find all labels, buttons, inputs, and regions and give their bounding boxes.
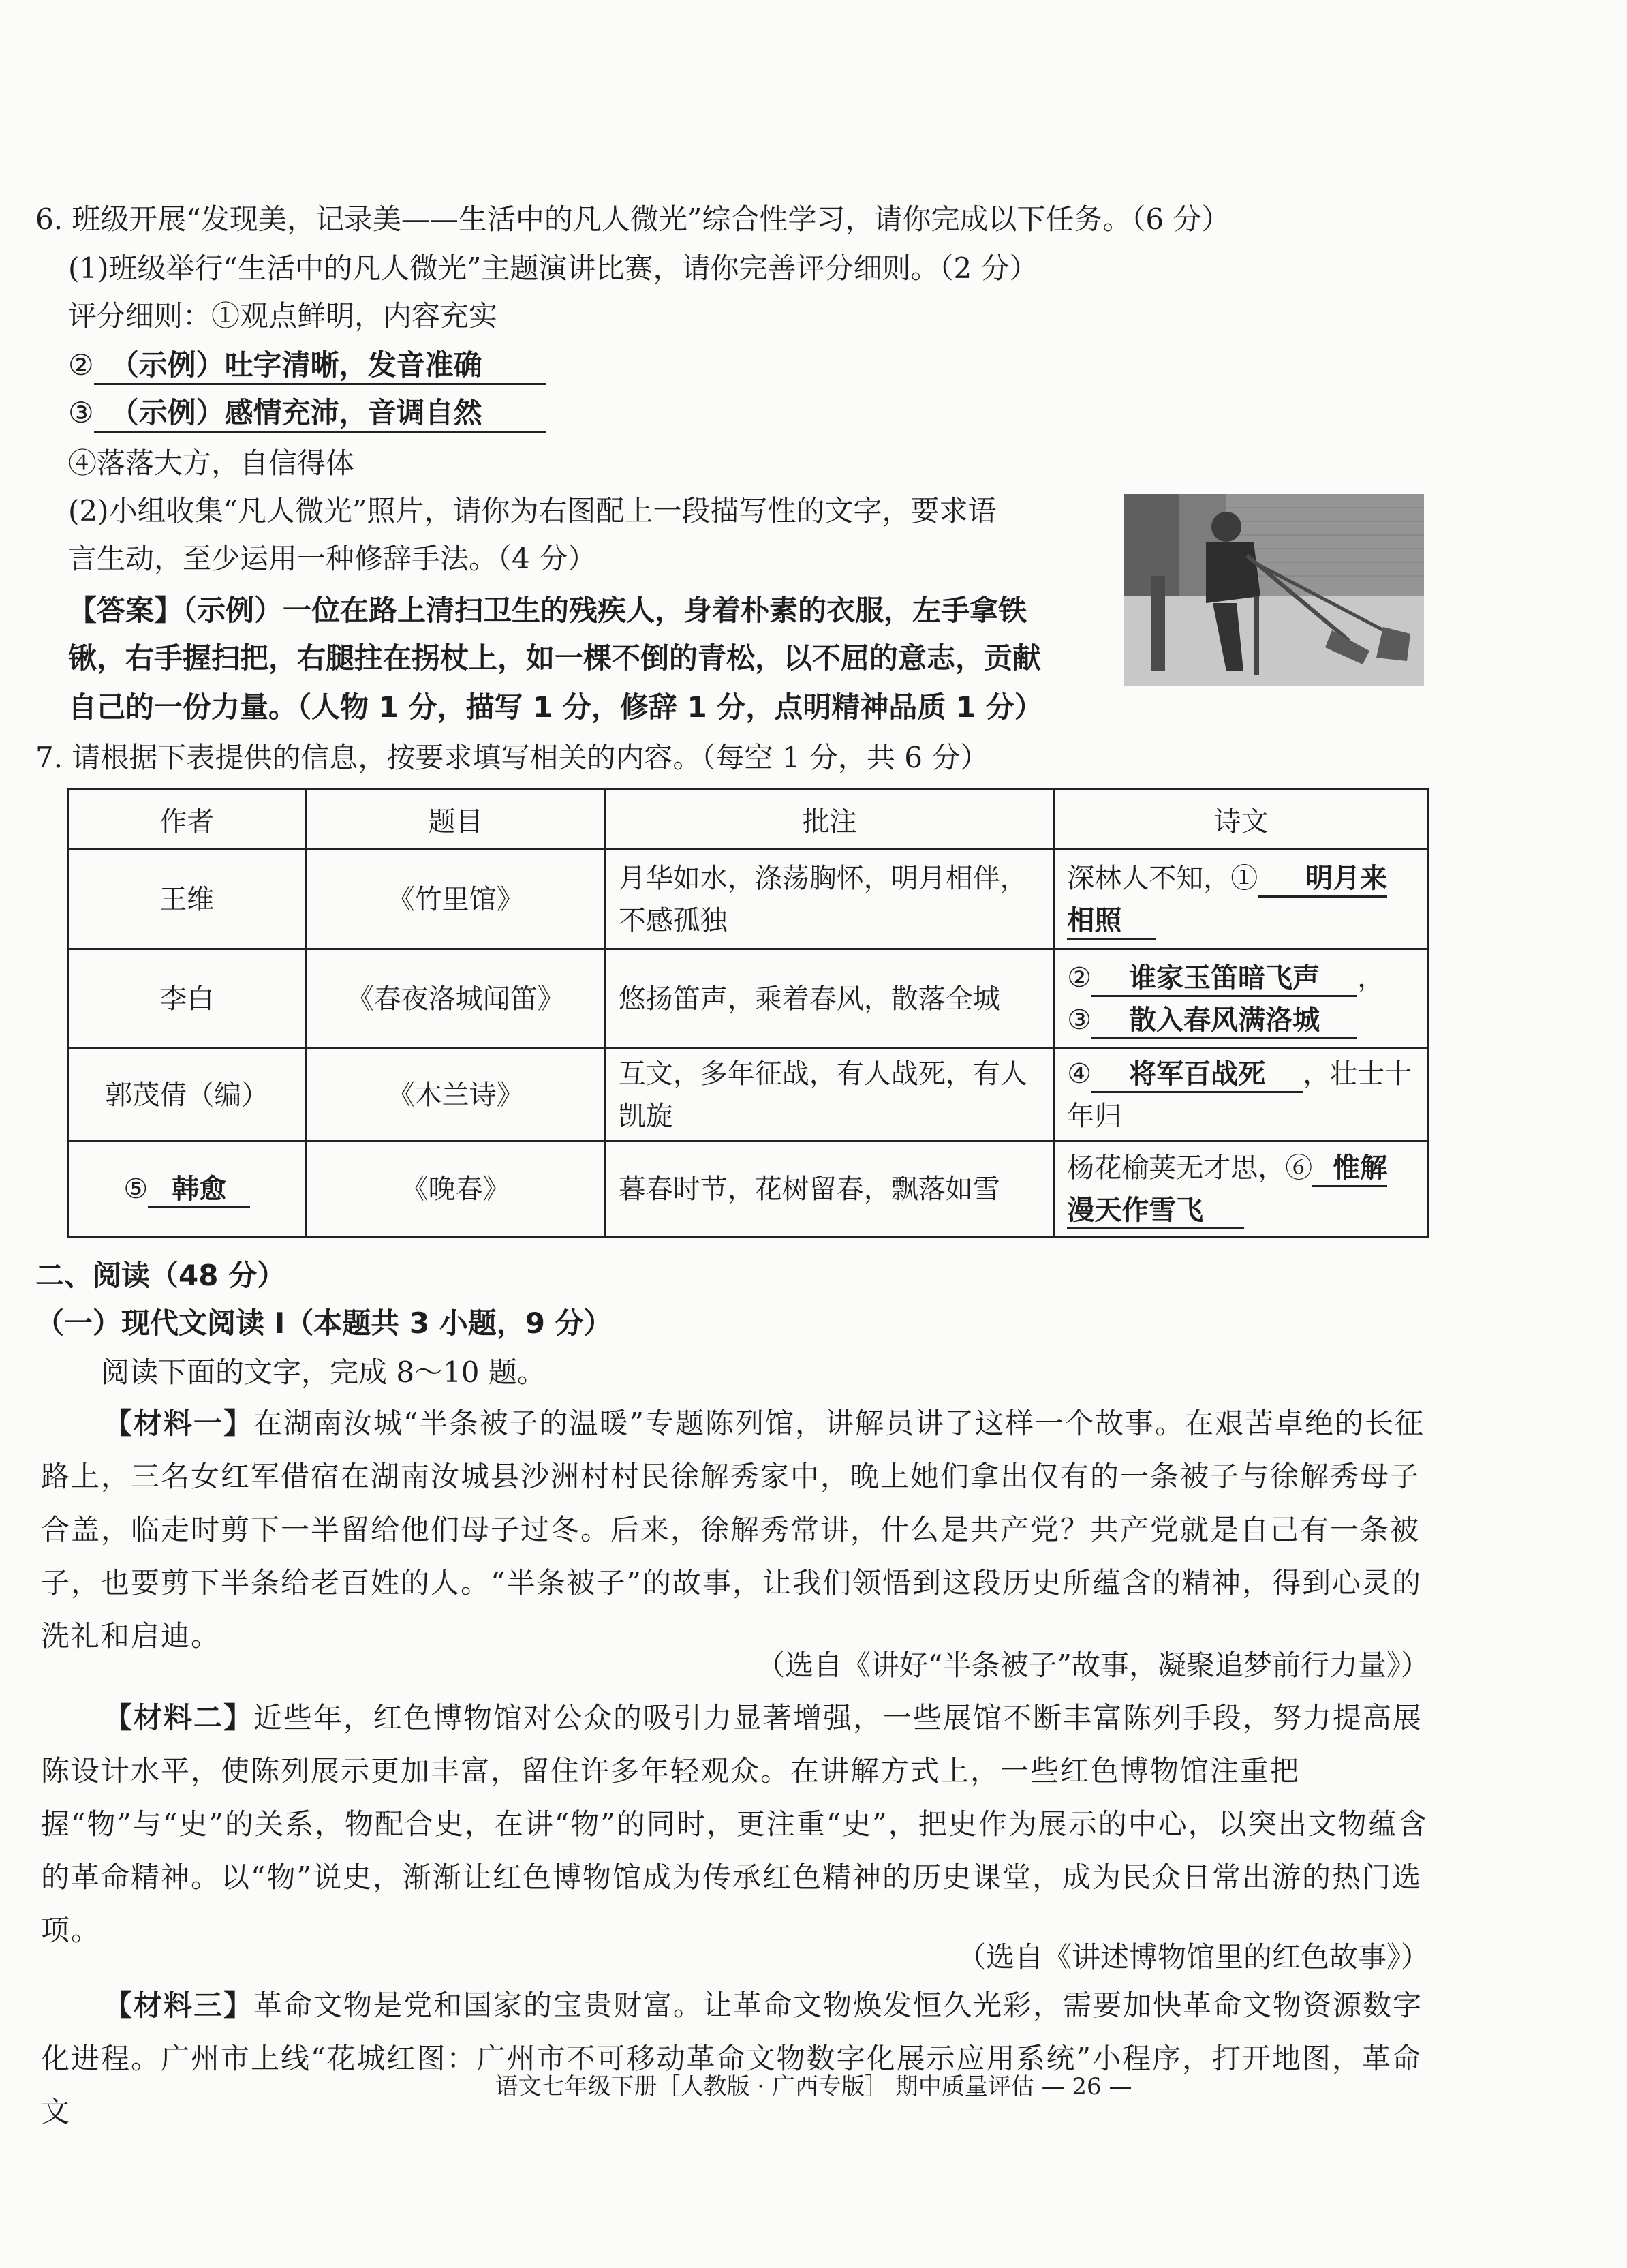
answer-2: 谁家玉笛暗飞声 [1091,961,1357,997]
blank-number-4: ④ [1067,1058,1092,1090]
blank-number-2: ② [1067,962,1092,994]
material-1-source: （选自《讲好“半条被子”故事，凝聚追梦前行力量》） [756,1649,1429,1682]
q6-answer-line1: 【答案】（示例）一位在路上清扫卫生的残疾人，身着朴素的衣服，左手拿铁 [68,594,1027,627]
answer-5: 韩愈 [148,1172,250,1208]
cell-poem [1054,850,1429,949]
q6-answer-line3: 自己的一份力量。（人物 1 分，描写 1 分，修辞 1 分，点明精神品质 1 分） [68,690,1043,724]
cell-author: 李白 [68,949,307,1049]
q6-sub1: (1)班级举行“生活中的凡人微光”主题演讲比赛，请你完善评分细则。（2 分） [68,251,1038,285]
rule2-number: ② [68,348,94,382]
q6-title: 6. 班级开展“发现美，记录美——生活中的凡人微光”综合性学习，请你完成以下任务。（6 分） [35,202,1230,236]
table-row [68,1049,1429,1141]
page-footer: 语文七年级下册［人教版 · 广西专版］ 期中质量评估 — 26 — [495,2073,1132,2100]
cell-poem [1054,1141,1429,1237]
cell-note: 月华如水，涤荡胸怀，明月相伴，不感孤独 [605,850,1054,949]
q6-rule3 [68,391,546,435]
cell-poem [1054,1049,1429,1141]
header-author: 作者 [68,789,307,850]
q6-rule4: ④落落大方，自信得体 [68,446,355,480]
answer-3: 散入春风满洛城 [1091,1003,1357,1039]
material-3-label: 【材料三】 [104,1989,254,2022]
material-2-text: 近些年，红色博物馆对公众的吸引力显著增强，一些展馆不断丰富陈列手段，努力提高展陈设计水平，使陈列展示更加丰富，留住许多年轻观众。在讲解方式上，一些红色博物馆注重把握“物”与“史”的关系，物配合史，在讲“物”的同时，更注重“史”，把史作为展示的中心，以突出文物蕴含的革命精神。以“物”说史，渐渐让红色博物馆成为传承红色精神的历史课堂，成为民众日常出游的热门选项。 [41,1701,1428,1947]
rule3-number: ③ [68,396,94,429]
answer-6b: 漫天作雪飞 [1067,1193,1244,1229]
poem-comma: ， [1357,962,1385,994]
table-row [68,1141,1429,1237]
sweeper-illustration [1124,494,1424,686]
poem-text-2: 年归 [1067,1100,1122,1132]
cell-author: 王维 [68,850,307,949]
material-1-text: 在湖南汝城“半条被子的温暖”专题陈列馆，讲解员讲了这样一个故事。在艰苦卓绝的长征路上，三名女红军借宿在湖南汝城县沙洲村村民徐解秀家中，晚上她们拿出仅有的一条被子与徐解秀母子合盖，临走时剪下一半留给他们母子过冬。后来，徐解秀常讲，什么是共产党？共产党就是自己有一条被子，也要剪下半条给老百姓的人。“半条被子”的故事，让我们领悟到这段历史所蕴含的精神，得到心灵的洗礼和启迪。 [41,1407,1425,1653]
material-1-label: 【材料一】 [104,1407,254,1440]
material-1 [41,1397,1431,1663]
q6-answer-line2: 锹，右手握扫把，右腿拄在拐杖上，如一棵不倒的青松，以不屈的意志，贡献 [68,641,1042,675]
poem-text: ，壮士十 [1303,1058,1412,1090]
header-poem: 诗文 [1054,789,1429,850]
cell-note: 互文，多年征战，有人战死，有人凯旋 [605,1049,1054,1141]
table-header-row [68,789,1429,850]
table-row [68,949,1429,1049]
answer-4: 将军百战死 [1091,1057,1303,1093]
poem-text: 深林人不知，① [1067,862,1258,894]
cell-title: 《木兰诗》 [306,1049,605,1141]
q6-rules-intro: 评分细则：①观点鲜明，内容充实 [68,299,498,333]
material-2-label: 【材料二】 [104,1701,254,1734]
street-sweeper-photo [1124,494,1424,686]
cell-title: 《春夜洛城闻笛》 [306,949,605,1049]
cell-note: 悠扬笛声，乘着春风，散落全城 [605,949,1054,1049]
rule2-answer: （示例）吐字清晰，发音准确 [94,348,546,385]
cell-title: 《晚春》 [306,1141,605,1237]
q6-sub2-line1: (2)小组收集“凡人微光”照片，请你为右图配上一段描写性的文字，要求语 [68,494,997,527]
answer-1a: 明月来 [1258,861,1387,898]
section-heading: 二、阅读（48 分） [35,1259,286,1292]
cell-title: 《竹里馆》 [306,850,605,949]
rule3-answer: （示例）感情充沛，音调自然 [94,395,546,433]
cell-author: 郭茂倩（编） [68,1049,307,1141]
q6-sub2-line2: 言生动，至少运用一种修辞手法。（4 分） [68,542,597,575]
answer-6a: 惟解 [1312,1151,1387,1187]
blank-number-5: ⑤ [123,1173,149,1205]
section-subheading: （一）现代文阅读 Ⅰ（本题共 3 小题，9 分） [35,1306,613,1340]
table-row [68,850,1429,949]
reading-instruction: 阅读下面的文字，完成 8～10 题。 [101,1355,546,1389]
cell-poem [1054,949,1429,1049]
answer-1b: 相照 [1067,904,1156,940]
blank-number-3: ③ [1067,1004,1092,1036]
cell-author [68,1141,307,1237]
material-3-text: 革命文物是党和国家的宝贵财富。让革命文物焕发恒久光彩，需要加快革命文物资源数字化进程。广州市上线“花城红图：广州市不可移动革命文物数字化展示应用系统”小程序，打开地图，革命文 [41,1989,1423,2128]
cell-note: 暮春时节，花树留春，飘落如雪 [605,1141,1054,1237]
material-2 [41,1691,1431,1957]
header-note: 批注 [605,789,1054,850]
q6-rule2 [68,343,546,387]
header-title: 题目 [306,789,605,850]
material-2-source: （选自《讲述博物馆里的红色故事》） [957,1940,1429,1974]
poetry-table [67,788,1429,1238]
poem-text: 杨花榆荚无才思，⑥ [1067,1152,1313,1184]
q7-title: 7. 请根据下表提供的信息，按要求填写相关的内容。（每空 1 分，共 6 分） [35,741,989,774]
